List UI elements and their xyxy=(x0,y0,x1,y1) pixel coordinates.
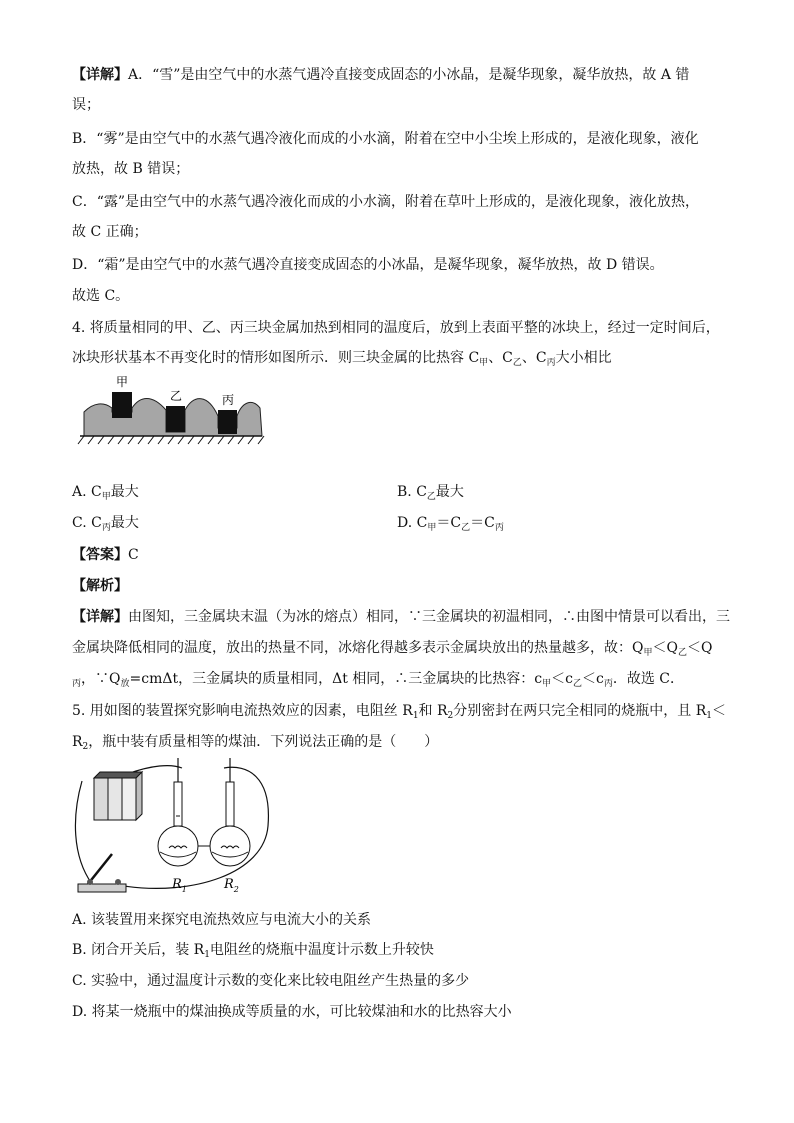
q4-detail-line3: $_丙$，$\because Q_放=cm\Delta t$，三金属块的质量相同，Δt 相同，∴三金属块的比热容：$c_甲<c_乙<c_丙$．故选 C． xyxy=(72,671,685,689)
answer-value: C xyxy=(128,547,139,563)
q4-option-b: B. $C_乙$最大 xyxy=(397,484,464,502)
q3-option-d-line1: D．“霜”是由空气中的水蒸气遇冷直接变成固态的小冰晶，是凝华现象，凝华放热，故 D 错误。 xyxy=(72,257,664,273)
detail-tag: 【详解】 xyxy=(72,67,128,83)
battery-pack xyxy=(94,772,142,820)
q4-analysis-tag: 【解析】 xyxy=(72,578,128,594)
q4-detail-line2: 金属块降低相同的温度，放出的热量不同，冰熔化得越多表示金属块放出的热量越多，故：$Q_甲<Q_乙<Q$ xyxy=(72,640,713,658)
q3-option-b-line2: 放热，故 B 错误； xyxy=(72,161,190,177)
q5-circuit-figure xyxy=(72,756,282,906)
metal-block-jia xyxy=(112,392,132,418)
svg-text:R2: $R_2$ xyxy=(224,877,239,894)
q5-option-a: A. 该装置用来探究电流热效应与电流大小的关系 xyxy=(72,912,372,928)
q5-stem-line2: $R_2$，瓶中装有质量相等的煤油．下列说法正确的是（ ） xyxy=(72,734,439,752)
label-jia: 甲 xyxy=(116,375,129,389)
q5-option-b: B. 闭合开关后，装 $R_1$电阻丝的烧瓶中温度计示数上升较快 xyxy=(72,942,434,960)
q4-stem-line2: 冰块形状基本不再变化时的情形如图所示．则三块金属的比热容 $C_甲$、$C_乙$、$C_丙$大小相比 xyxy=(72,350,612,368)
label-bing: 丙 xyxy=(222,393,235,407)
q4-option-a: A. $C_甲$最大 xyxy=(72,484,139,502)
q4-stem-line1: 4. 将质量相同的甲、乙、丙三块金属加热到相同的温度后，放到上表面平整的冰块上，经过一定时间后， xyxy=(72,320,720,336)
q5-option-d: D. 将某一烧瓶中的煤油换成等质量的水，可比较煤油和水的比热容大小 xyxy=(72,1004,512,1020)
q4-option-c: C. $C_丙$最大 xyxy=(72,515,139,533)
q5-stem-line1: 5. 用如图的装置探究影响电流热效应的因素，电阻丝 $R_1$和 $R_2$分别密封在两只完全相同的烧瓶中，且 $R_1<$ xyxy=(72,703,727,721)
label-yi: 乙 xyxy=(170,389,183,403)
q4-detail-line1: 【详解】由图知，三金属块末温（为冰的熔点）相同，∵三金属块的初温相同，∴由图中情景可以看出，三 xyxy=(72,609,730,625)
flask-r1 xyxy=(158,758,198,866)
q3-option-a-line2: 误； xyxy=(72,97,100,113)
q4-ice-figure xyxy=(72,372,272,472)
q3-conclusion: 故选 C。 xyxy=(72,288,130,304)
q4-option-d: D. $C_甲=C_乙=C_丙$ xyxy=(397,515,504,533)
q5-option-c: C. 实验中，通过温度计示数的变化来比较电阻丝产生热量的多少 xyxy=(72,973,470,989)
q3-option-c-line2: 故 C 正确； xyxy=(72,224,148,240)
flask-r2 xyxy=(210,758,250,866)
q3-option-b-line1: B．“雾”是由空气中的水蒸气遇冷液化而成的小水滴，附着在空中小尘埃上形成的，是液化现象，液化 xyxy=(72,131,699,147)
q3-option-c-line1: C．“露”是由空气中的水蒸气遇冷液化而成的小水滴，附着在草叶上形成的，是液化现象，液化放热， xyxy=(72,194,700,210)
q3-option-a-line1: 【详解】A．“雪”是由空气中的水蒸气遇冷直接变成固态的小冰晶，是凝华现象，凝华放热，故 A 错 xyxy=(72,67,690,83)
answer-tag: 【答案】 xyxy=(72,547,128,563)
metal-block-yi xyxy=(166,406,185,432)
metal-block-bing xyxy=(218,410,237,434)
svg-text:R1: $R_1$ xyxy=(172,877,187,894)
ground-hatch xyxy=(78,436,264,444)
q4-answer xyxy=(72,545,139,565)
